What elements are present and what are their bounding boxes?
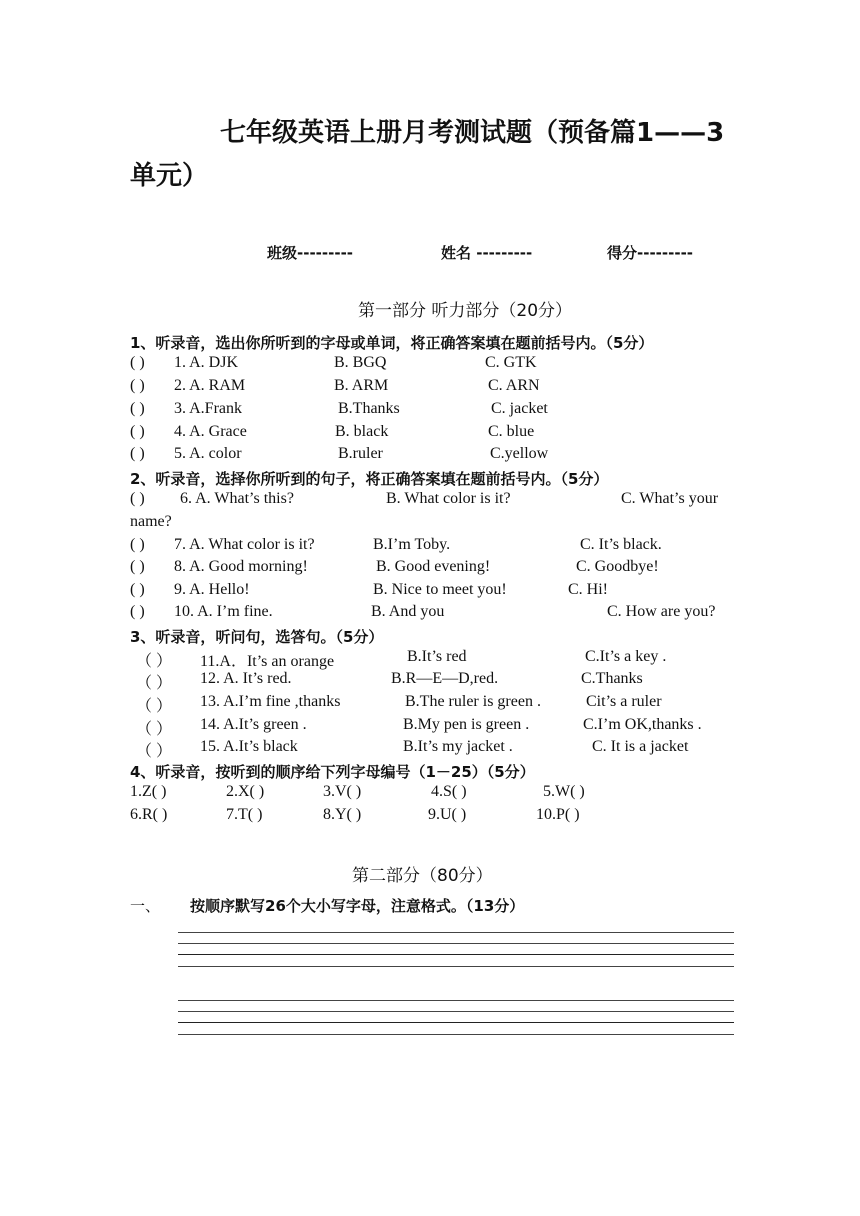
q4-bracket: ( ) (130, 423, 145, 440)
q12-option-a: 12. A. It’s red. (200, 670, 292, 687)
q1-bracket: ( ) (130, 354, 145, 371)
q11-option-b: B.It’s red (407, 648, 467, 665)
q11-option-c: C.It’s a key . (585, 648, 667, 665)
letter-item: 10.P( ) (536, 806, 580, 823)
q5-option-c: C.yellow (490, 445, 549, 462)
writing-line (178, 1022, 734, 1023)
part1-heading: 第一部分 听力部分（20分） (358, 301, 573, 321)
name-field-label: 姓名 --------- (441, 244, 533, 262)
q2-option-c: C. ARN (488, 377, 540, 394)
q7-option-b: B.I’m Toby. (373, 536, 451, 553)
q9-bracket: ( ) (130, 581, 145, 598)
writing-line (178, 954, 734, 955)
writing-line (178, 943, 734, 944)
q9-option-b: B. Nice to meet you! (373, 581, 507, 598)
q14-option-a: 14. A.It’s green . (200, 716, 307, 733)
q5-option-a: 5. A. color (174, 445, 242, 462)
page-title-line2: 单元） (130, 161, 209, 191)
q12-option-c: C.Thanks (581, 670, 643, 687)
q11-option-a: 11.A．It’s an orange (200, 653, 335, 670)
letter-item: 5.W( ) (543, 783, 585, 800)
q1-option-a: 1. A. DJK (174, 354, 239, 371)
score-field-label: 得分--------- (607, 244, 694, 262)
q10-option-b: B. And you (371, 603, 445, 620)
q3-bracket: ( ) (130, 400, 145, 417)
q10-option-c: C. How are you? (607, 603, 716, 620)
q10-bracket: ( ) (130, 603, 145, 620)
q6-option-b: B. What color is it? (386, 490, 511, 507)
q2-option-a: 2. A. RAM (174, 377, 246, 394)
section3-instruction: 3、听录音，听问句，选答句。（5分） (130, 628, 384, 646)
q12-bracket: （ ） (136, 675, 173, 692)
q13-option-c: Cit’s a ruler (586, 693, 662, 710)
section1-instruction: 1、听录音，选出你所听到的字母或单词，将正确答案填在题前括号内。（5分） (130, 334, 654, 352)
q8-option-c: C. Goodbye! (576, 558, 659, 575)
writing-line (178, 1000, 734, 1001)
q6-option-c: C. What’s your (621, 490, 719, 507)
part2-q1-number: 一、 (130, 897, 161, 915)
q4-option-a: 4. A. Grace (174, 423, 247, 440)
q15-option-a: 15. A.It’s black (200, 738, 298, 755)
q7-option-c: C. It’s black. (580, 536, 662, 553)
q8-bracket: ( ) (130, 558, 145, 575)
q3-option-a: 3. A.Frank (174, 400, 242, 417)
q8-option-a: 8. A. Good morning! (174, 558, 308, 575)
letter-item: 6.R( ) (130, 806, 168, 823)
q2-option-b: B. ARM (334, 377, 389, 394)
class-field-label: 班级--------- (267, 244, 354, 262)
q12-option-b: B.R—E—D,red. (391, 670, 499, 687)
q15-option-c: C. It is a jacket (592, 738, 689, 755)
part2-q1-instruction: 按顺序默写26个大小写字母，注意格式。（13分） (190, 897, 525, 915)
q10-option-a: 10. A. I’m fine. (174, 603, 273, 620)
q11-bracket: （ ） (136, 653, 173, 670)
q14-option-c: C.I’m OK,thanks . (583, 716, 702, 733)
q7-bracket: ( ) (130, 536, 145, 553)
q6-option-c-wrap: name? (130, 513, 172, 530)
q15-bracket: （ ） (136, 743, 173, 760)
q3-option-b: B.Thanks (338, 400, 400, 417)
q13-option-b: B.The ruler is green . (405, 693, 541, 710)
q1-option-b: B. BGQ (334, 354, 387, 371)
writing-line (178, 1034, 734, 1035)
letter-item: 4.S( ) (431, 783, 467, 800)
q9-option-c: C. Hi! (568, 581, 608, 598)
q15-option-b: B.It’s my jacket . (403, 738, 513, 755)
q6-bracket: ( ) (130, 490, 145, 507)
q9-option-a: 9. A. Hello! (174, 581, 250, 598)
q4-option-b: B. black (335, 423, 389, 440)
q8-option-b: B. Good evening! (376, 558, 491, 575)
section2-instruction: 2、听录音，选择你所听到的句子，将正确答案填在题前括号内。（5分） (130, 470, 609, 488)
letter-item: 3.V( ) (323, 783, 362, 800)
q14-bracket: （ ） (136, 721, 173, 738)
page-title-line1: 七年级英语上册月考测试题（预备篇1——3 (220, 118, 725, 148)
letter-item: 9.U( ) (428, 806, 467, 823)
q13-option-a: 13. A.I’m fine ,thanks (200, 693, 341, 710)
q1-option-c: C. GTK (485, 354, 537, 371)
letter-item: 2.X( ) (226, 783, 265, 800)
q4-option-c: C. blue (488, 423, 535, 440)
q5-option-b: B.ruler (338, 445, 383, 462)
writing-line (178, 932, 734, 933)
q7-option-a: 7. A. What color is it? (174, 536, 315, 553)
q13-bracket: （ ） (136, 698, 173, 715)
part2-heading: 第二部分（80分） (352, 866, 493, 886)
q2-bracket: ( ) (130, 377, 145, 394)
writing-line (178, 1011, 734, 1012)
q14-option-b: B.My pen is green . (403, 716, 530, 733)
letter-item: 1.Z( ) (130, 783, 167, 800)
writing-line (178, 966, 734, 967)
letter-item: 7.T( ) (226, 806, 263, 823)
section4-instruction: 4、听录音，按听到的顺序给下列字母编号（1－25）（5分） (130, 763, 535, 781)
letter-item: 8.Y( ) (323, 806, 362, 823)
q5-bracket: ( ) (130, 445, 145, 462)
q3-option-c: C. jacket (491, 400, 548, 417)
q6-option-a: 6. A. What’s this? (180, 490, 294, 507)
